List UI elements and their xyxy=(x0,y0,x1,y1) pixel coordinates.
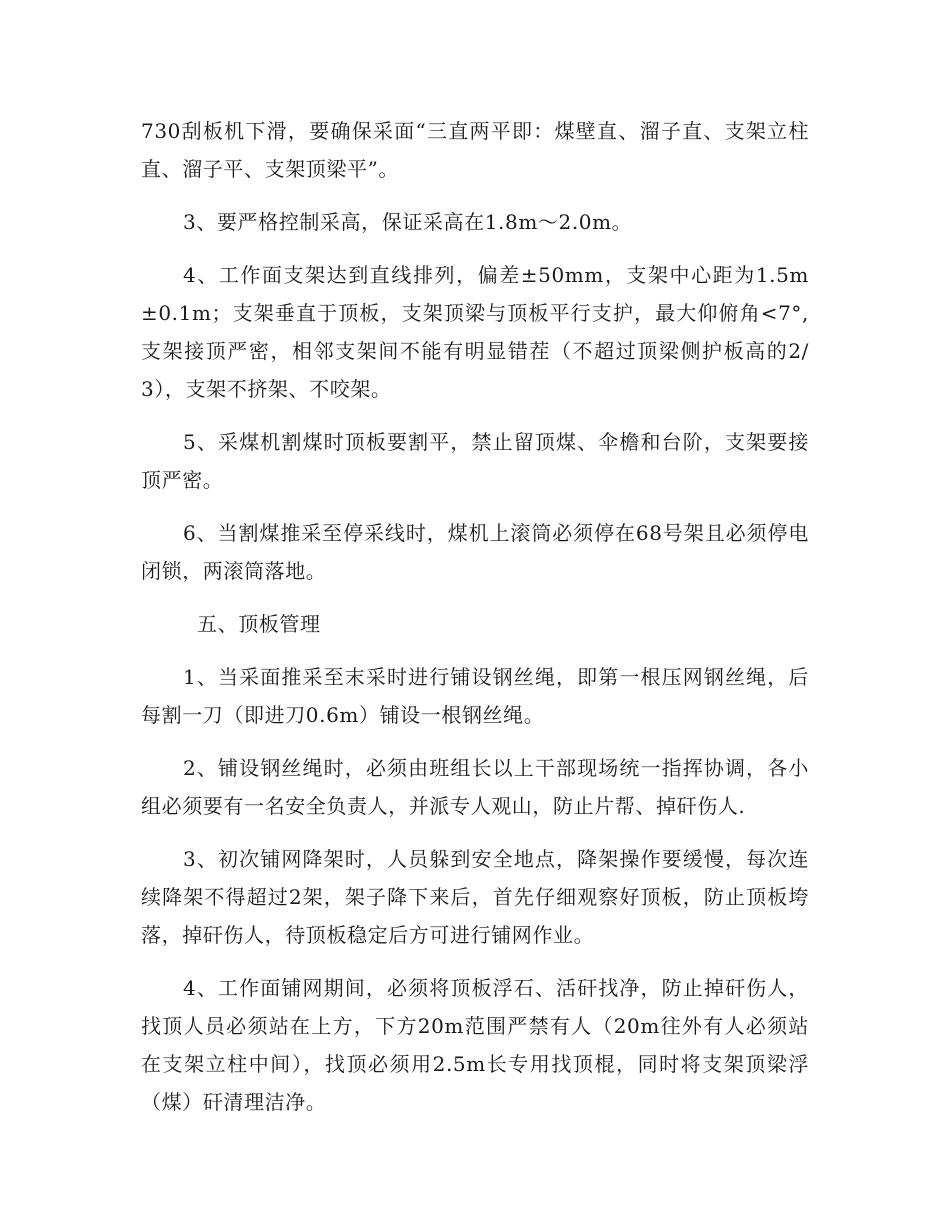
paragraph-roof-4: 4、工作面铺网期间，必须将顶板浮石、活矸找净，防止掉矸伤人，找顶人员必须站在上方，下方20m范围严禁有人（20m往外有人必须站在支架立柱中间），找顶必须用2.5m长专用找顶棍，同时将支架顶梁浮（煤）矸清理洁净。 xyxy=(141,976,809,1114)
paragraph-roof-3: 3、初次铺网降架时，人员躲到安全地点，降架操作要缓慢，每次连续降架不得超过2架，架子降下来后，首先仔细观察好顶板，防止顶板垮落，掉矸伤人，待顶板稳定后方可进行铺网作业。 xyxy=(141,847,809,947)
paragraph-item-6: 6、当割煤推采至停采线时，煤机上滚筒必须停在68号架且必须停电闭锁，两滚筒落地。 xyxy=(141,521,809,583)
paragraph-item-5: 5、采煤机割煤时顶板要割平，禁止留顶煤、伞檐和台阶，支架要接顶严密。 xyxy=(141,430,809,492)
document-body xyxy=(141,112,809,1136)
paragraph-roof-2: 2、铺设钢丝绳时，必须由班组长以上干部现场统一指挥协调，各小组必须要有一名安全负责人，并派专人观山，防止片帮、掉矸伤人. xyxy=(141,756,809,818)
paragraph-continuation: 730刮板机下滑，要确保采面“三直两平即：煤壁直、溜子直、支架立柱直、溜子平、支架顶梁平”。 xyxy=(141,119,809,181)
section-heading: 五、顶板管理 xyxy=(197,612,321,636)
paragraph-item-4: 4、工作面支架达到直线排列，偏差±50mm，支架中心距为1.5m±0.1m；支架垂直于顶板，支架顶梁与顶板平行支护，最大仰俯角<7°,支架接顶严密，相邻支架间不能有明显错茬（不超过顶梁侧护板高的2/3），支架不挤架、不咬架。 xyxy=(141,263,809,401)
paragraph-item-3: 3、要严格控制采高，保证采高在1.8m～2.0m。 xyxy=(183,210,633,234)
paragraph-roof-1: 1、当采面推采至末采时进行铺设钢丝绳，即第一根压网钢丝绳，后每割一刀（即进刀0.6m）铺设一根钢丝绳。 xyxy=(141,665,809,727)
